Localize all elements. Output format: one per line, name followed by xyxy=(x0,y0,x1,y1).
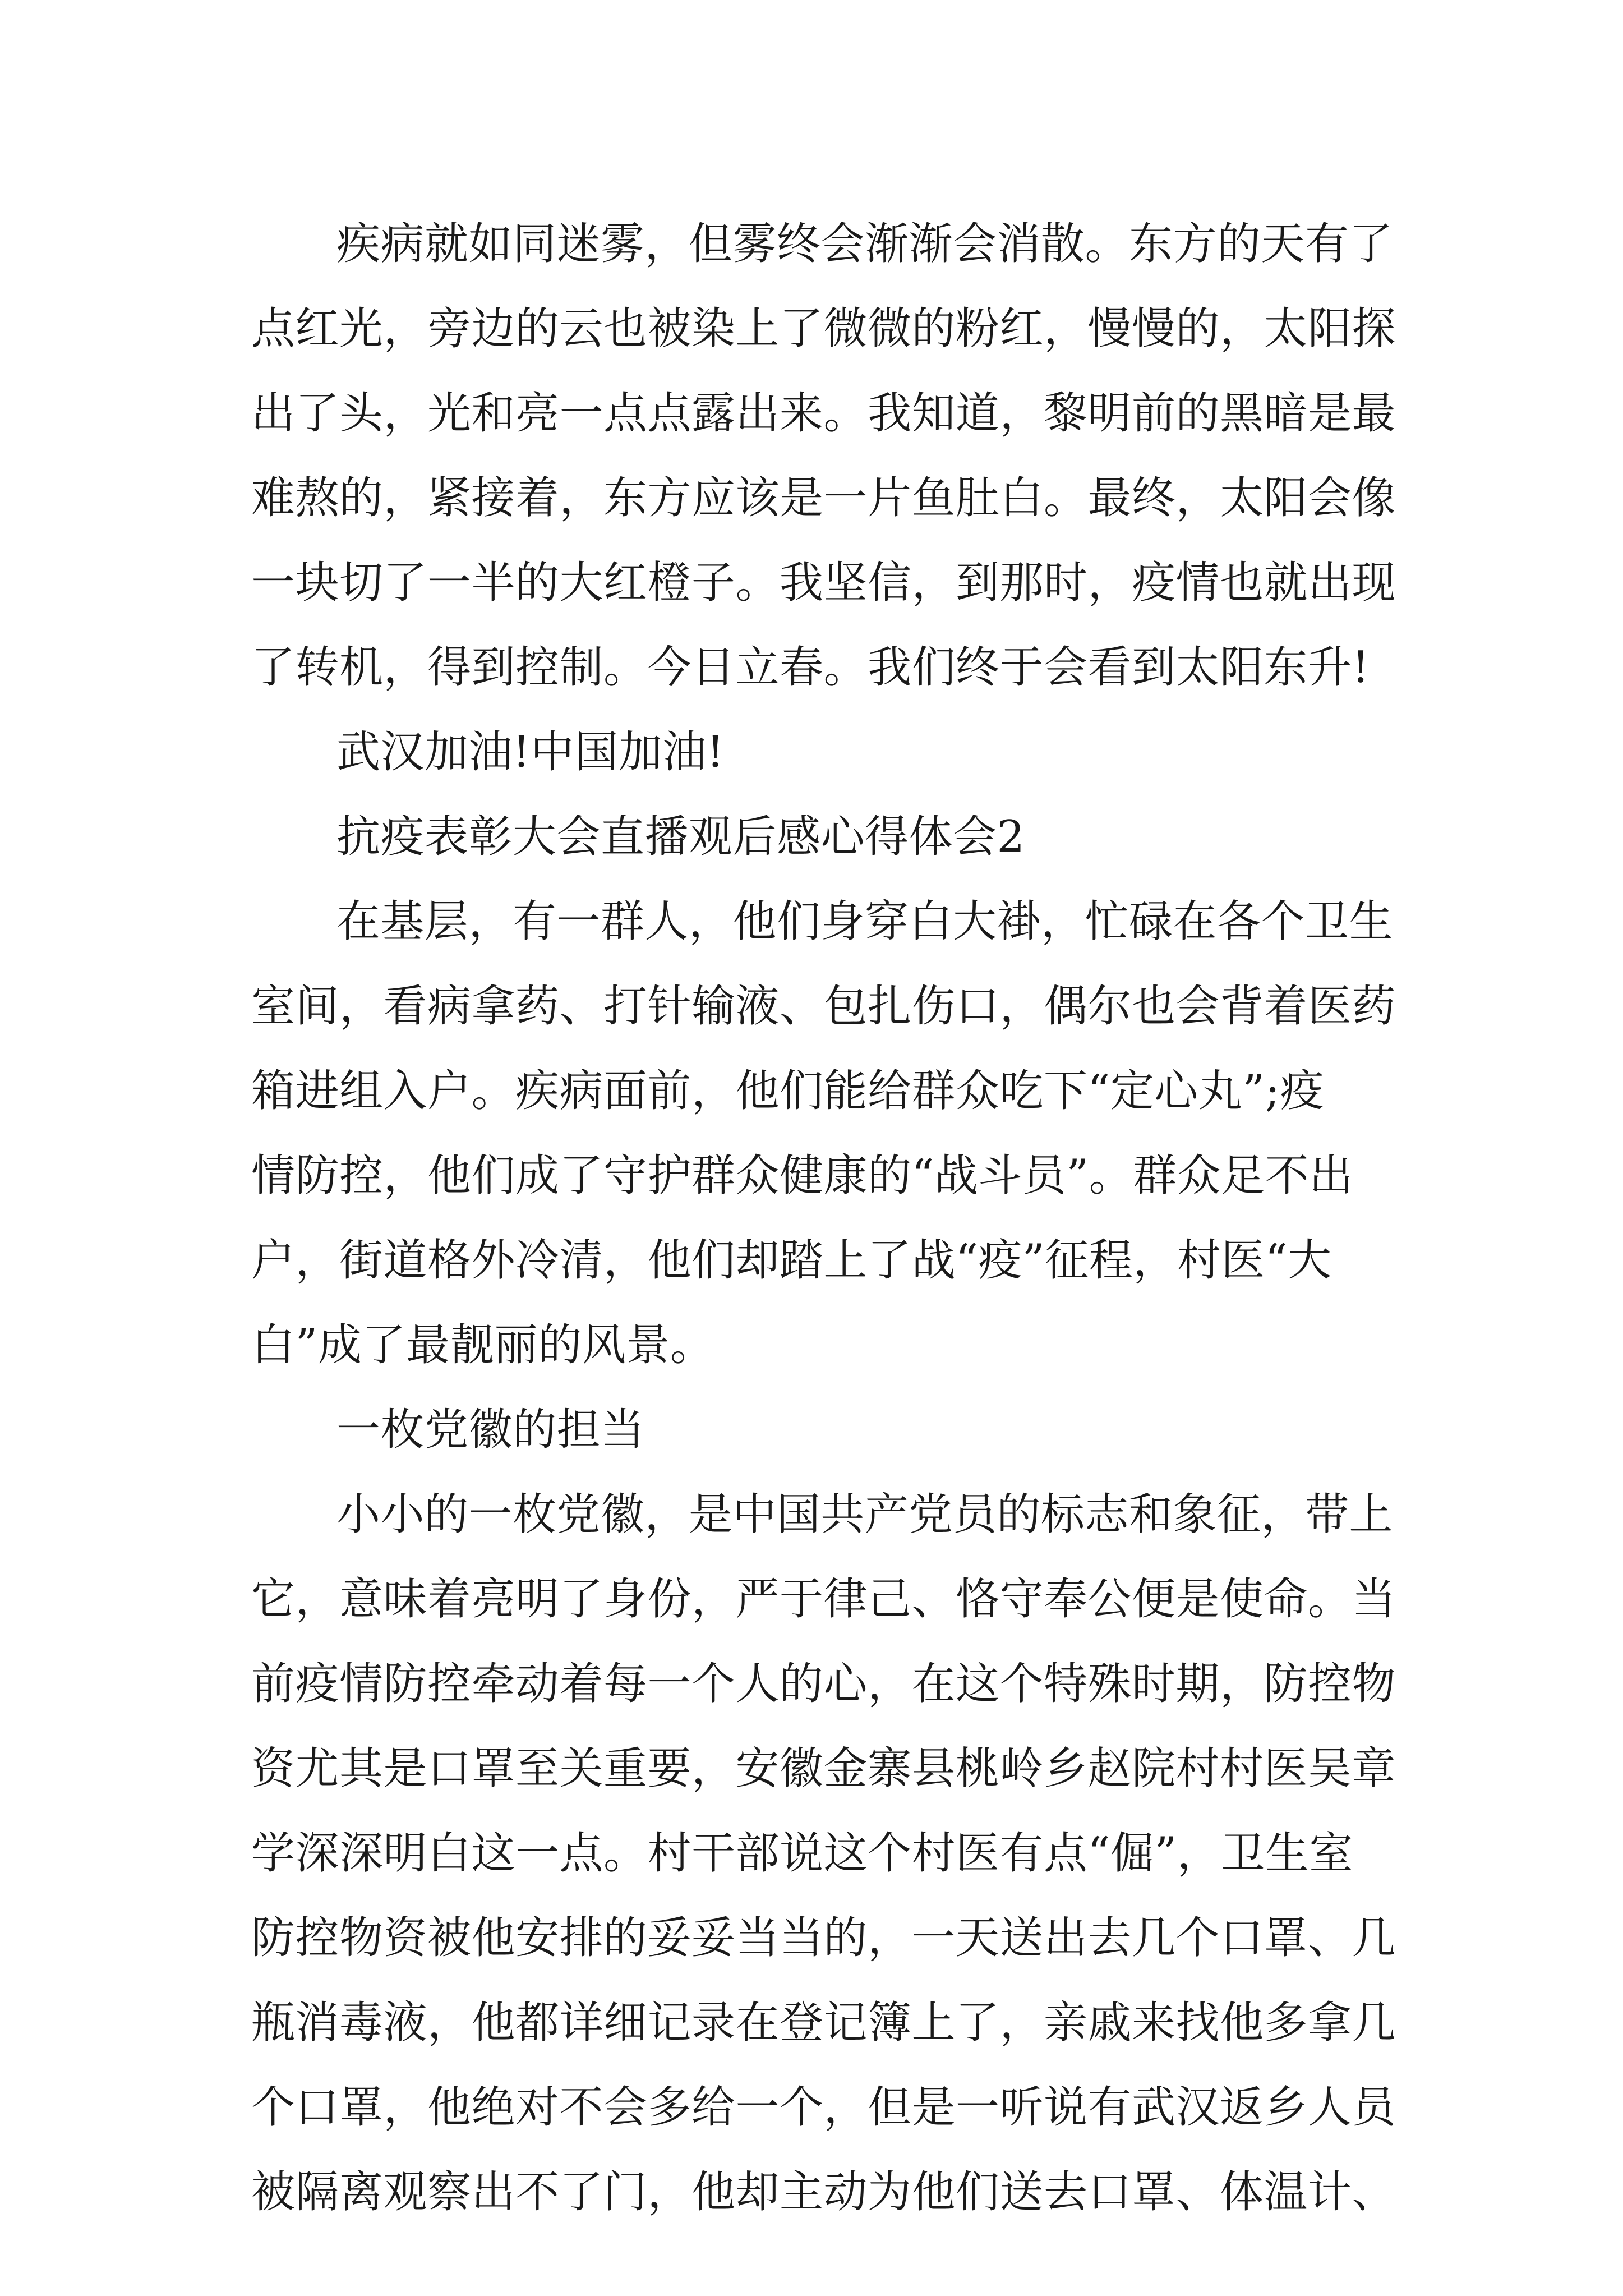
text-line: 瓶消毒液，他都详细记录在登记簿上了，亲戚来找他多拿几 xyxy=(251,1998,1396,2048)
text-line: 前疫情防控牵动着每一个人的心，在这个特殊时期，防控物 xyxy=(251,1659,1396,1709)
text-line: 在基层，有一群人，他们身穿白大褂，忙碌在各个卫生 xyxy=(336,896,1394,947)
heading-line: 抗疫表彰大会直播观后感心得体会2 xyxy=(336,812,1025,862)
text-line: 资尤其是口罩至关重要，安徽金寨县桃岭乡赵院村村医吴章 xyxy=(251,1743,1396,1794)
text-line: 了转机，得到控制。今日立春。我们终于会看到太阳东升! xyxy=(251,642,1370,693)
text-line: 疾病就如同迷雾，但雾终会渐渐会消散。东方的天有了 xyxy=(336,219,1394,269)
subheading-line: 一枚党徽的担当 xyxy=(336,1405,645,1455)
text-line: 出了头，光和亮一点点露出来。我知道，黎明前的黑暗是最 xyxy=(251,388,1396,439)
text-line: 箱进组入户。疾病面前，他们能给群众吃下“定心丸”;疫 xyxy=(251,1066,1325,1116)
text-line: 户，街道格外冷清，他们却踏上了战“疫”征程，村医“大 xyxy=(251,1235,1332,1286)
text-line: 它，意味着亮明了身份，严于律己、恪守奉公便是使命。当 xyxy=(251,1574,1396,1625)
text-line: 小小的一枚党徽，是中国共产党员的标志和象征，带上 xyxy=(336,1489,1394,1540)
text-line: 被隔离观察出不了门，他却主动为他们送去口罩、体温计、 xyxy=(251,2167,1396,2217)
text-line: 难熬的，紧接着，东方应该是一片鱼肚白。最终，太阳会像 xyxy=(251,473,1396,523)
text-line: 防控物资被他安排的妥妥当当的，一天送出去几个口罩、几 xyxy=(251,1913,1396,1963)
paragraph xyxy=(251,202,1396,710)
text-line: 个口罩，他绝对不会多给一个，但是一听说有武汉返乡人员 xyxy=(251,2082,1396,2133)
text-line: 室间，看病拿药、打针输液、包扎伤口，偶尔也会背着医药 xyxy=(251,981,1396,1032)
text-line: 点红光，旁边的云也被染上了微微的粉红，慢慢的，太阳探 xyxy=(251,303,1396,354)
text-line: 白”成了最靓丽的风景。 xyxy=(251,1320,714,1370)
paragraph xyxy=(251,710,1378,795)
text-line: 一块切了一半的大红橙子。我坚信，到那时，疫情也就出现 xyxy=(251,558,1396,608)
paragraph xyxy=(251,1473,1396,2235)
text-line: 武汉加油!中国加油! xyxy=(336,727,725,777)
text-line: 学深深明白这一点。村干部说这个村医有点“倔”，卫生室 xyxy=(251,1828,1353,1879)
paragraph xyxy=(251,880,1396,1388)
subheading xyxy=(251,1388,1378,1473)
document-body xyxy=(251,202,1396,2235)
text-line: 情防控，他们成了守护群众健康的“战斗员”。群众足不出 xyxy=(251,1151,1353,1201)
section-heading xyxy=(251,795,1378,880)
